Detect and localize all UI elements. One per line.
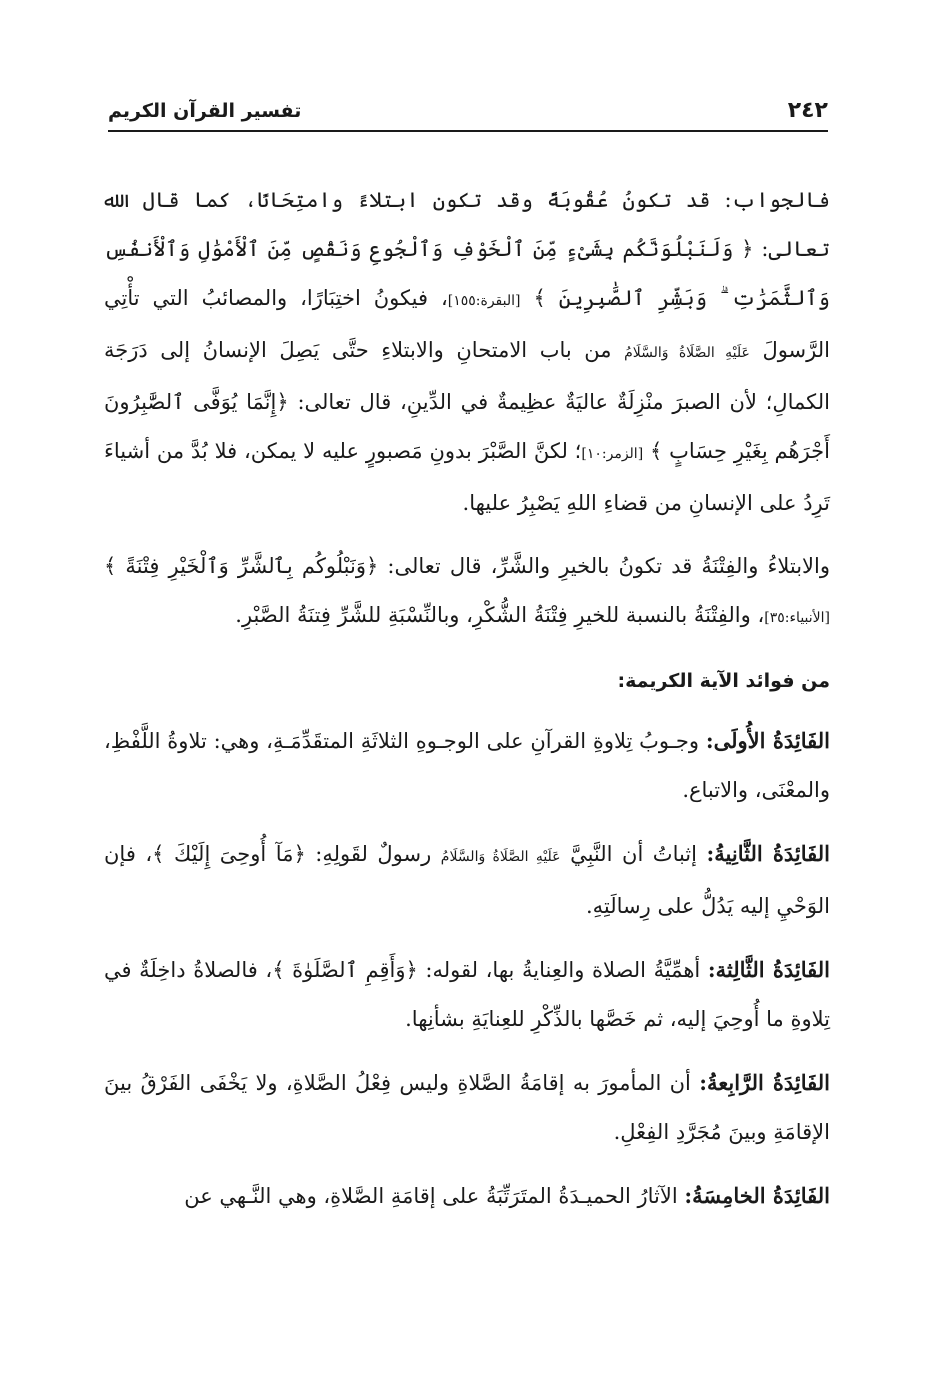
answer-intro: فالجواب: قد تكونُ عُقُوبَةً وقد تكون ابتلاءً وامتِحَانًا، كما قال الله تعالى: xyxy=(104,188,830,261)
answer-text-3: من باب الامتحانِ والابتلاءِ حتَّى يَصِلَ الإنسانُ إلى دَرَجَة الكمالِ؛ لأن الصبرَ منْزِلَةٌ عاليَةٌ عظِيمةٌ في الدِّينِ، قال تعالى: xyxy=(104,338,830,414)
running-title: تفسير القرآن الكريم xyxy=(108,100,302,122)
quran-verse-baqarah: ﴿ وَلَنَبْلُوَنَّكُم بِشَىْءٍ مِّنَ ٱلْخَوْفِ وَٱلْجُوعِ وَنَقْصٍ مِّنَ ٱلْأَمْوَٰلِ وَٱلْأَنفُسِ وَٱلثَّمَرَٰتِ ۗ وَبَشِّرِ ٱلصَّٰبِرِينَ ﴾ xyxy=(104,237,830,310)
honorific-salawat: عَلَيْهِ الصَّلَاةُ وَالسَّلَامُ xyxy=(624,345,750,361)
benefit-5 xyxy=(104,1171,830,1221)
answer-text-4: ؛ لكنَّ الصَّبْرَ بدونِ مَصبورٍ عليه لا يمكن، فلا بُدَّ من أشياءَ تَرِدُ على الإنسانِ من قضاءِ اللهِ يَصْبِرُ عليها. xyxy=(104,439,830,515)
honorific-salawat-2: عَلَيْهِ الصَّلَاةُ وَالسَّلَامُ xyxy=(440,849,561,865)
benefit-1-text: وجـوبُ تِلاوةِ القرآنِ على الوجـوهِ الثلاثَةِ المتقَدِّمَـةِ، وهي: تلاوةُ اللَّفْظِ، والمعْنَى، والاتباع. xyxy=(104,729,830,802)
benefit-2 xyxy=(104,829,830,931)
verse-reference-zumar: [الزمر:١٠] xyxy=(581,446,644,462)
benefit-4-label: الفَائِدَةُ الرَّابِعةُ: xyxy=(699,1070,830,1095)
page-body xyxy=(104,176,830,1235)
quran-verse-anbiya: ﴿وَنَبْلُوكُم بِٱلشَّرِّ وَٱلْخَيْرِ فِتْنَةً ﴾ xyxy=(104,554,379,578)
section-heading: من فوائد الآية الكريمة: xyxy=(617,670,830,692)
paragraph-answer xyxy=(104,176,830,528)
quran-verse-zumar: ﴿إِنَّمَا يُوَفَّى ٱلصَّٰبِرُونَ أَجْرَهُم بِغَيْرِ حِسَابٍ ﴾ xyxy=(104,390,830,463)
benefit-3-text-2: ، فالصلاةُ داخِلَةٌ في تِلاوةِ ما أُوحِيَ إليه، ثم خَصَّها بالذِّكْرِ للعِنايَةِ بشأنِها. xyxy=(104,958,830,1031)
page-header xyxy=(108,92,828,132)
trial-text-2: ، والفِتْنَةُ بالنسبة للخيرِ فِتْنَةُ الشُّكْرِ، وبالنِّسْبَةِ للشَّرِّ فِتنَةُ الصَّبْرِ. xyxy=(235,603,765,627)
benefit-3 xyxy=(104,945,830,1044)
quran-verse-uhiya: ﴿مَآ أُوحِىَ إِلَيْكَ ﴾ xyxy=(152,842,306,866)
benefit-2-label: الفَائِدَةُ الثَّانِيةُ: xyxy=(706,841,830,866)
benefit-1-label: الفَائِدَةُ الأُولَى: xyxy=(705,728,830,753)
quran-verse-aqim: ﴿وَأَقِمِ ٱلصَّلَوٰةَ ﴾ xyxy=(272,958,418,982)
verse-reference-baqarah: [البقرة:١٥٥] xyxy=(447,293,521,309)
benefit-5-text: الآثارُ الحميـدَةُ المتَرَتِّبَةُ على إقامَةِ الصَّلاةِ، وهي النَّـهي عن xyxy=(184,1184,678,1208)
paragraph-trial xyxy=(104,542,830,643)
verse-reference-anbiya: [الأنبياء:٣٥] xyxy=(764,610,830,626)
benefit-1 xyxy=(104,716,830,815)
benefit-4-text: أن المأمورَ به إقامَةُ الصَّلاةِ وليس فِعْلُ الصَّلاةِ، ولا يَخْفَى الفَرْقُ بينَ الإقامَةِ وبينَ مُجَرَّدِ الفِعْلِ. xyxy=(104,1071,830,1144)
page-number: ٢٤٢ xyxy=(787,98,828,123)
benefit-5-label: الفَائِدَةُ الخامِسَةُ: xyxy=(684,1183,830,1208)
answer-text-2: ، فيكونُ اختِبَارًا، والمصائبُ التي تأْتِي الرَّسولَ xyxy=(104,286,830,362)
benefit-4 xyxy=(104,1058,830,1157)
benefit-2-text-3: ، فإن الوَحْيِ إليه يَدُلُّ على رِسالَتِهِ. xyxy=(104,842,830,918)
benefit-2-text-1: إثباتُ أن النَّبِيَّ xyxy=(570,842,697,866)
benefit-3-text-1: أهمِّيَّةُ الصلاة والعِنايةُ بها، لقوله: xyxy=(425,958,701,982)
benefit-2-text-2: رسولٌ لقَولِهِ: xyxy=(315,842,432,866)
benefit-3-label: الفَائِدَةُ الثَّالِثة: xyxy=(707,957,830,982)
trial-intro: والابتلاءُ والفِتْنَةُ قد تكونُ بالخيرِ والشَّرِّ، قال تعالى: xyxy=(387,554,830,578)
header-rule xyxy=(108,130,828,132)
